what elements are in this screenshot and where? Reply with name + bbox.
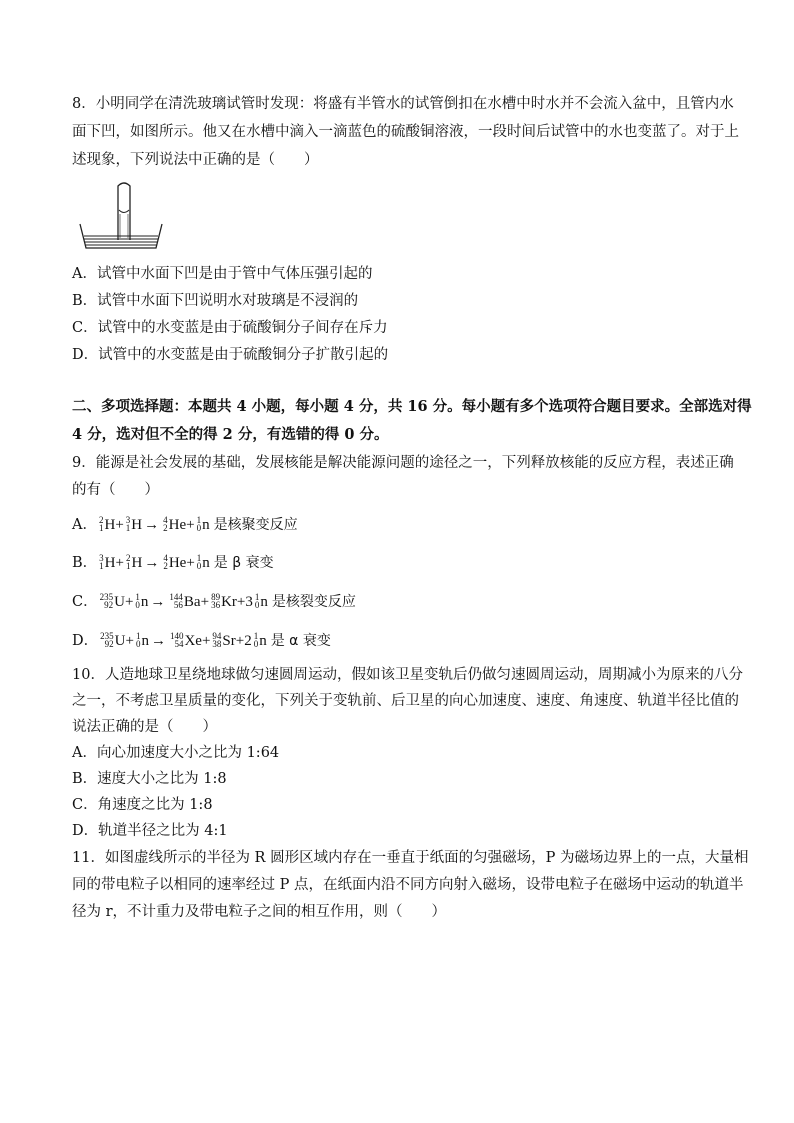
q11-stem-line-1: 11．如图虚线所示的半径为 R 圆形区域内存在一垂直于纸面的匀强磁场，P 为磁场边界上的一点，大量相: [72, 850, 749, 866]
mass-number: 235: [100, 630, 114, 641]
q9-option-b: [72, 553, 274, 573]
nuclide: [253, 592, 268, 612]
nuclide: [252, 631, 267, 651]
operator: +: [201, 633, 211, 649]
charge-number: 0: [254, 599, 260, 610]
mass-number: 89: [211, 591, 221, 602]
test-tube-water-trough-figure: [78, 180, 166, 252]
q8-stem-line-3: 述现象，下列说法中正确的是（ ）: [72, 152, 319, 168]
option-label: A．: [72, 517, 97, 533]
charge-number: 38: [212, 638, 222, 649]
mass-number: 235: [99, 591, 114, 602]
nuclear-equation: [98, 631, 267, 651]
nuclear-equation: [97, 553, 210, 573]
equation-description: 是 β 衰变: [213, 555, 274, 571]
mass-number: 4: [163, 514, 168, 525]
charge-number: 0: [135, 638, 141, 649]
element-symbol: n: [141, 633, 149, 649]
element-symbol: n: [202, 555, 210, 571]
nuclide: [97, 553, 115, 573]
nuclear-equation: [97, 515, 210, 535]
nuclide: [209, 592, 237, 612]
mass-number: 1: [253, 630, 259, 641]
charge-number: 0: [196, 560, 202, 571]
q10-option-d: D．轨道半径之比为 4:1: [72, 823, 228, 839]
reaction-arrow: →: [150, 594, 166, 610]
reaction-arrow: →: [144, 555, 160, 571]
charge-number: 1: [125, 522, 131, 533]
nuclide: [97, 515, 115, 535]
q10-stem-line-1: 10．人造地球卫星绕地球做匀速圆周运动，假如该卫星变轨后仍做匀速圆周运动，周期减小为原来的八分: [72, 667, 743, 683]
q9-option-a: [72, 515, 298, 535]
element-symbol: n: [259, 633, 267, 649]
q10-stem-line-3: 说法正确的是（ ）: [72, 719, 217, 735]
q10-option-a: A．向心加速度大小之比为 1:64: [72, 745, 280, 761]
charge-number: 0: [196, 522, 202, 533]
charge-number: 1: [125, 560, 131, 571]
charge-number: 2: [163, 522, 168, 533]
operator: +: [186, 555, 195, 571]
reaction-arrow: →: [150, 633, 166, 649]
element-symbol: Xe: [184, 633, 202, 649]
element-symbol: He: [168, 555, 187, 571]
q8-stem-line-1: 8．小明同学在清洗玻璃试管时发现：将盛有半管水的试管倒扣在水槽中时水并不会流入盆中，且管内水: [72, 96, 734, 112]
charge-number: 92: [104, 599, 114, 610]
element-symbol: He: [168, 517, 187, 533]
mass-number: 2: [125, 552, 131, 563]
element-symbol: U: [114, 633, 126, 649]
nuclide: [195, 515, 210, 535]
operator: +: [200, 594, 210, 610]
charge-number: 0: [135, 599, 140, 610]
mass-number: 1: [135, 630, 141, 641]
mass-number: 144: [169, 591, 183, 602]
mass-number: 3: [125, 514, 131, 525]
mass-number: 140: [169, 630, 184, 641]
nuclide: [98, 631, 125, 651]
q8-option-a: A．试管中水面下凹是由于管中气体压强引起的: [72, 266, 373, 282]
nuclide: [210, 631, 235, 651]
q8-option-d: D．试管中的水变蓝是由于硫酸铜分子扩散引起的: [72, 347, 389, 363]
equation-description: 是核裂变反应: [271, 594, 356, 610]
mass-number: 1: [254, 591, 260, 602]
nuclide: [195, 553, 210, 573]
mass-number: 94: [212, 630, 222, 641]
equation-description: 是 α 衰变: [270, 633, 331, 649]
q11-stem-line-2: 同的带电粒子以相同的速率经过 P 点，在纸面内沿不同方向射入磁场，设带电粒子在磁场中运动的轨道半: [72, 877, 744, 893]
charge-number: 36: [211, 599, 221, 610]
mass-number: 1: [196, 514, 202, 525]
nuclide: [124, 515, 142, 535]
charge-number: 0: [253, 638, 259, 649]
operator: +: [125, 633, 134, 649]
mass-number: 2: [98, 514, 104, 525]
operator: +3: [236, 594, 253, 610]
element-symbol: n: [202, 517, 210, 533]
q11-stem-line-3: 径为 r，不计重力及带电粒子之间的相互作用，则（ ）: [72, 904, 447, 920]
element-symbol: Ba: [183, 594, 201, 610]
section2-header-line-1: 二、多项选择题：本题共 4 小题，每小题 4 分，共 16 分。每小题有多个选项符合题目要求。全部选对得: [72, 398, 752, 415]
operator: +2: [235, 633, 252, 649]
operator: +: [124, 594, 134, 610]
nuclide: [167, 592, 200, 612]
mass-number: 1: [196, 552, 202, 563]
element-symbol: H: [131, 517, 143, 533]
nuclide: [124, 553, 142, 573]
nuclide: [168, 631, 202, 651]
section2-header-line-2: 4 分，选对但不全的得 2 分，有选错的得 0 分。: [72, 426, 389, 443]
nuclide: [98, 592, 125, 612]
nuclide: [134, 631, 149, 651]
q9-option-c: [72, 592, 356, 612]
operator: +: [115, 517, 124, 533]
nuclide: [161, 553, 186, 573]
element-symbol: H: [104, 517, 116, 533]
nuclear-equation: [98, 592, 268, 612]
charge-number: 1: [99, 560, 104, 571]
mass-number: 3: [99, 552, 104, 563]
operator: +: [186, 517, 195, 533]
reaction-arrow: →: [144, 517, 160, 533]
q8-option-c: C．试管中的水变蓝是由于硫酸铜分子间存在斥力: [72, 320, 388, 336]
q9-stem-line-1: 9．能源是社会发展的基础，发展核能是解决能源问题的途径之一，下列释放核能的反应方程，表述正确: [72, 455, 734, 471]
element-symbol: U: [114, 594, 125, 610]
q10-option-b: B．速度大小之比为 1:8: [72, 771, 227, 787]
q10-stem-line-2: 之一，不考虑卫星质量的变化，下列关于变轨前、后卫星的向心加速度、速度、角速度、轨道半径比值的: [72, 693, 739, 709]
element-symbol: Sr: [222, 633, 236, 649]
option-label: B．: [72, 555, 98, 571]
mass-number: 4: [163, 552, 168, 563]
q10-option-c: C．角速度之比为 1:8: [72, 797, 213, 813]
q9-stem-line-2: 的有（ ）: [72, 482, 159, 498]
element-symbol: Kr: [221, 594, 237, 610]
charge-number: 1: [98, 522, 104, 533]
option-label: D．: [72, 633, 99, 649]
nuclide: [133, 592, 148, 612]
nuclide: [161, 515, 186, 535]
element-symbol: n: [260, 594, 268, 610]
charge-number: 54: [174, 638, 184, 649]
q8-stem-line-2: 面下凹，如图所示。他又在水槽中滴入一滴蓝色的硫酸铜溶液，一段时间后试管中的水也变蓝了。对于上: [72, 124, 739, 140]
operator: +: [115, 555, 124, 571]
charge-number: 92: [104, 638, 114, 649]
element-symbol: H: [104, 555, 116, 571]
q8-option-b: B．试管中水面下凹说明水对玻璃是不浸润的: [72, 293, 359, 309]
q9-option-d: [72, 631, 331, 651]
equation-description: 是核聚变反应: [213, 517, 298, 533]
element-symbol: n: [140, 594, 149, 610]
element-symbol: H: [131, 555, 143, 571]
charge-number: 2: [163, 560, 168, 571]
mass-number: 1: [135, 591, 140, 602]
charge-number: 56: [173, 599, 183, 610]
option-label: C．: [72, 594, 98, 610]
